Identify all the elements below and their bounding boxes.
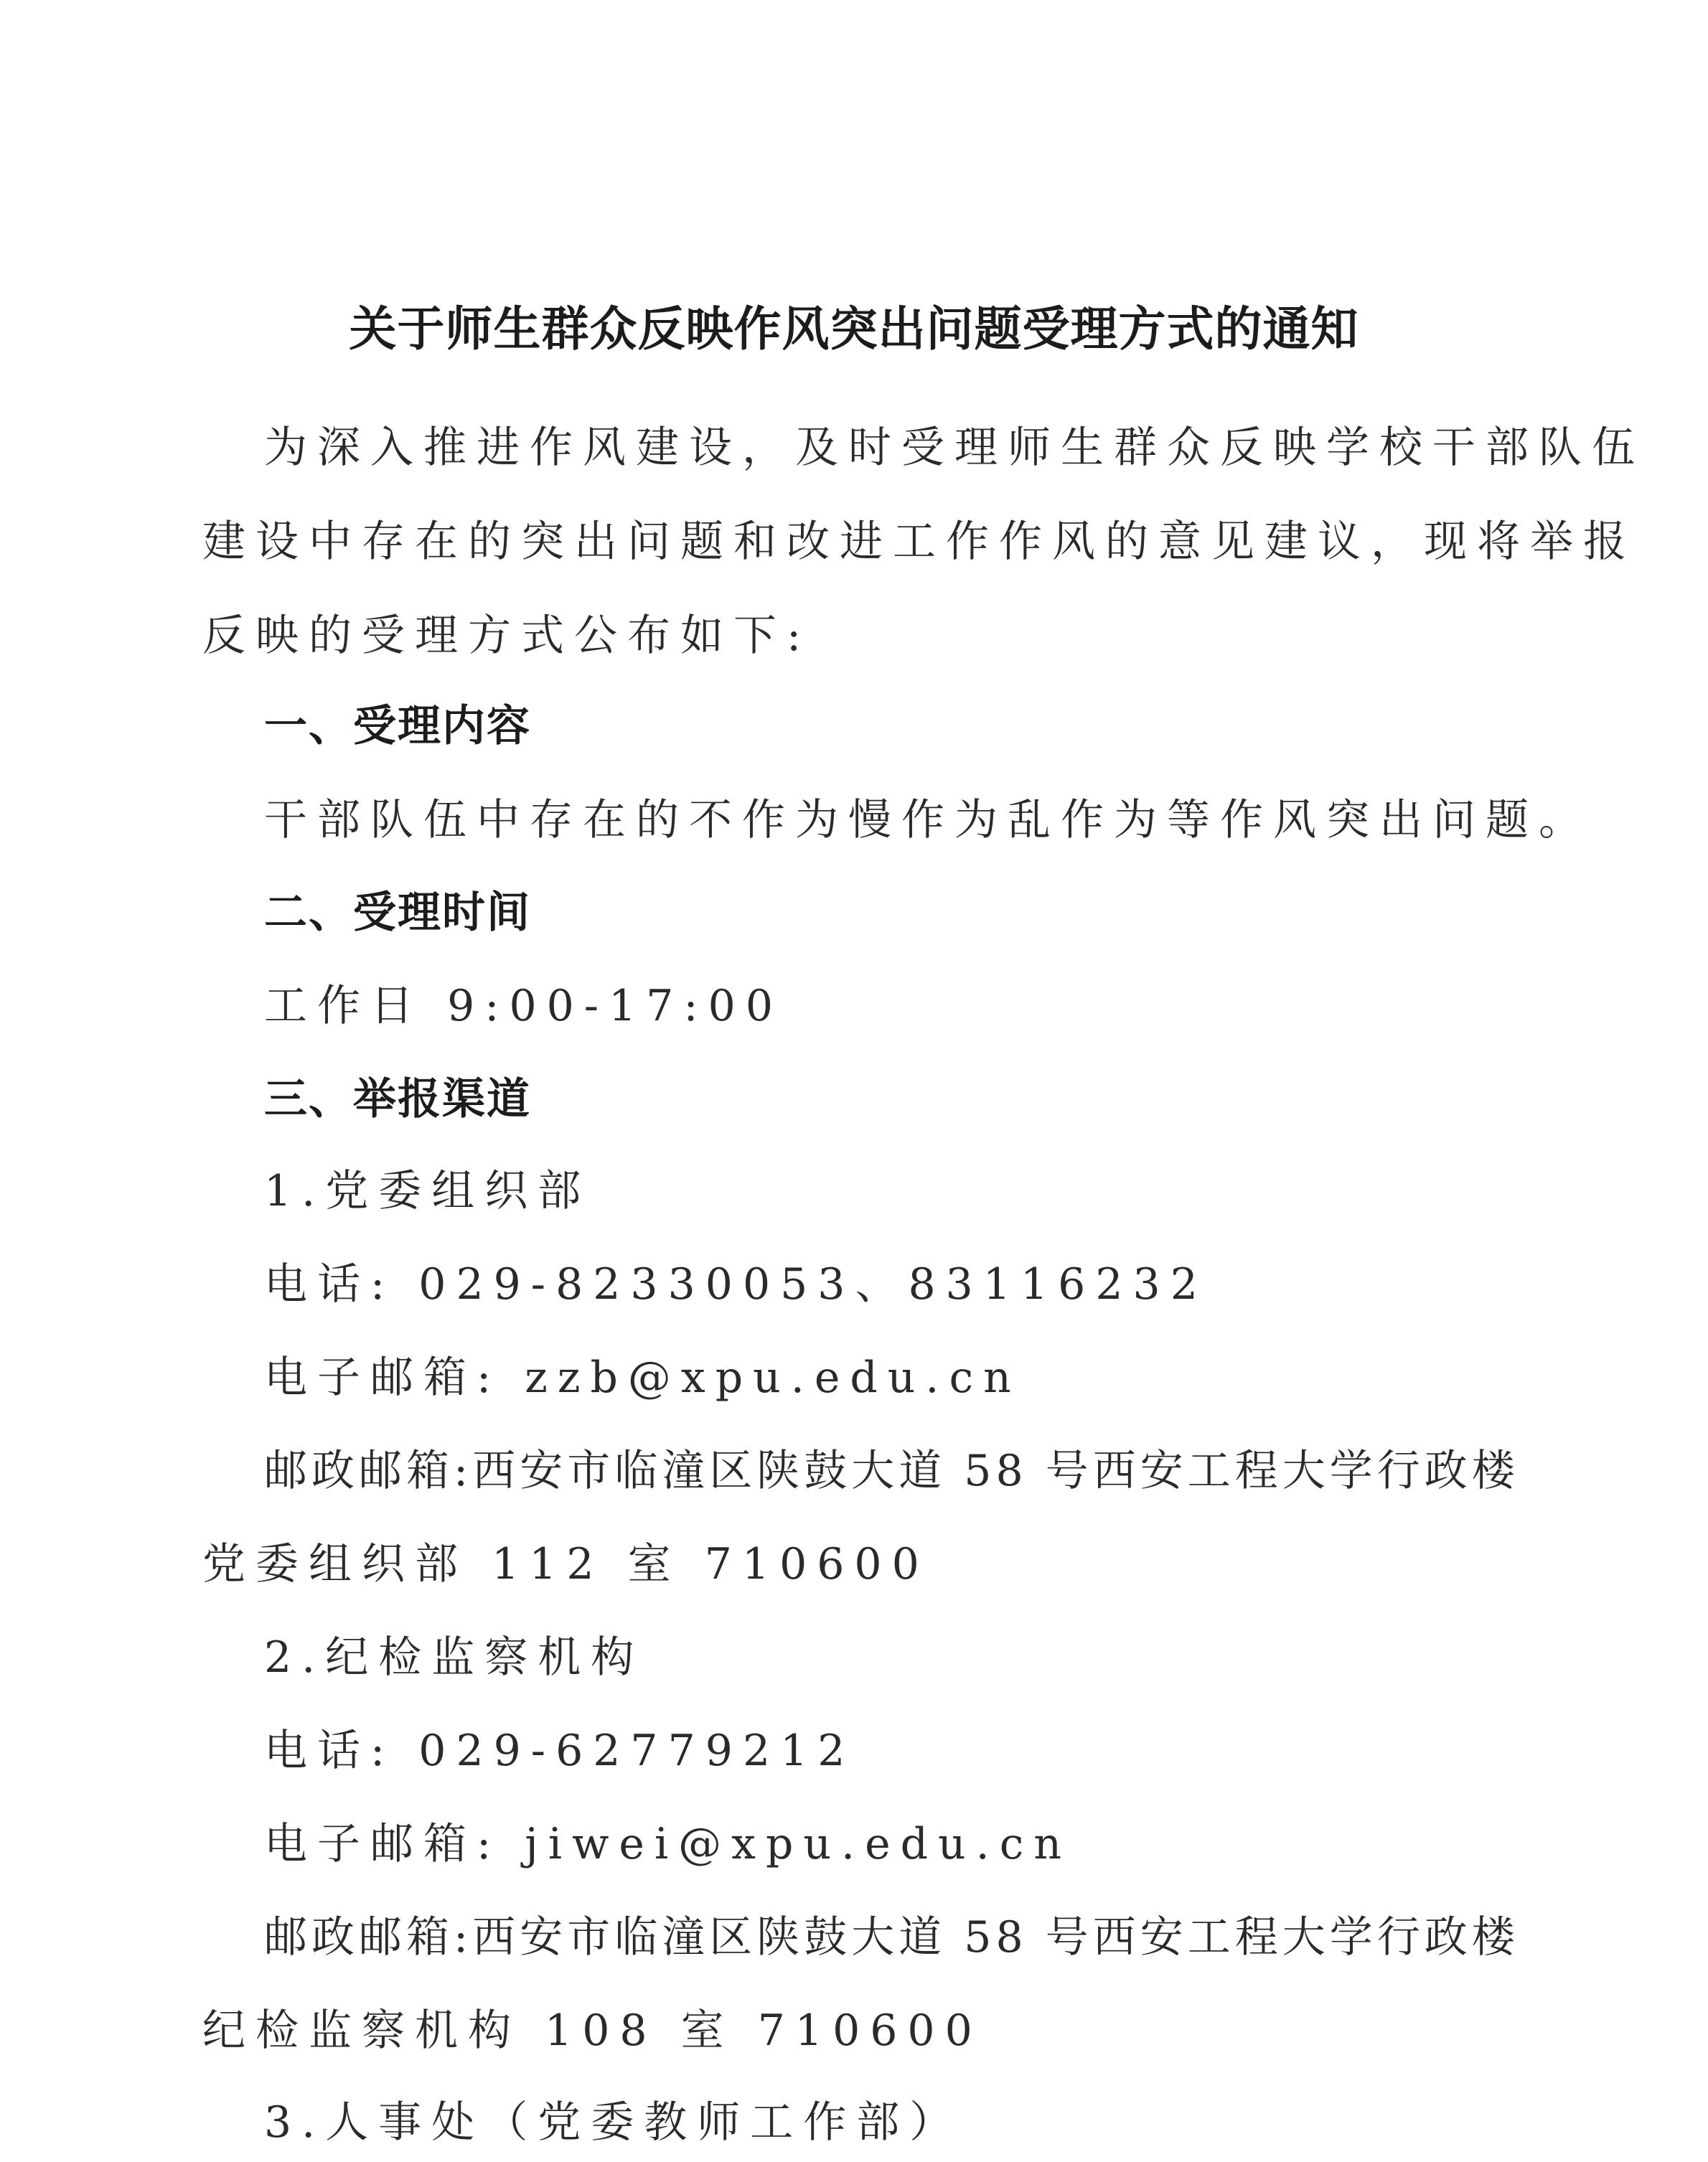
intro-line-1: 为深入推进作风建设，及时受理师生群众反映学校干部队伍: [264, 423, 1645, 473]
channel-post-room: 纪检监察机构 108 室 710600: [202, 2006, 982, 2056]
intro-line-2: 建设中存在的突出问题和改进工作作风的意见建议，现将举报: [202, 517, 1636, 567]
channel-name: 3.人事处（党委教师工作部）: [264, 2097, 963, 2148]
channel-phone: 电话: 029-62779212: [264, 1726, 855, 1776]
channel-phone: 电话: 029-82330053、83116232: [264, 1259, 1208, 1310]
section-heading-channels: 三、举报渠道: [264, 1074, 531, 1124]
section-body-time: 工作日 9:00-17:00: [264, 981, 783, 1031]
channel-post-address: 邮政邮箱:西安市临潼区陕鼓大道 58 号西安工程大学行政楼: [264, 1446, 1519, 1496]
section-body-content: 干部队伍中存在的不作为慢作为乱作为等作风突出问题。: [264, 795, 1592, 845]
section-heading-time: 二、受理时间: [264, 888, 531, 938]
channel-email: 电子邮箱: jiwei@xpu.edu.cn: [264, 1819, 1071, 1869]
channel-post-room: 党委组织部 112 室 710600: [202, 1539, 929, 1589]
channel-email: 电子邮箱: zzb@xpu.edu.cn: [264, 1353, 1021, 1403]
channel-name: 1.党委组织部: [264, 1166, 591, 1216]
channel-name: 2.纪检监察机构: [264, 1632, 644, 1683]
section-heading-content: 一、受理内容: [264, 701, 531, 751]
channel-post-address: 邮政邮箱:西安市临潼区陕鼓大道 58 号西安工程大学行政楼: [264, 1912, 1519, 1963]
document-title: 关于师生群众反映作风突出问题受理方式的通知: [349, 301, 1359, 357]
intro-line-3: 反映的受理方式公布如下:: [202, 611, 812, 661]
